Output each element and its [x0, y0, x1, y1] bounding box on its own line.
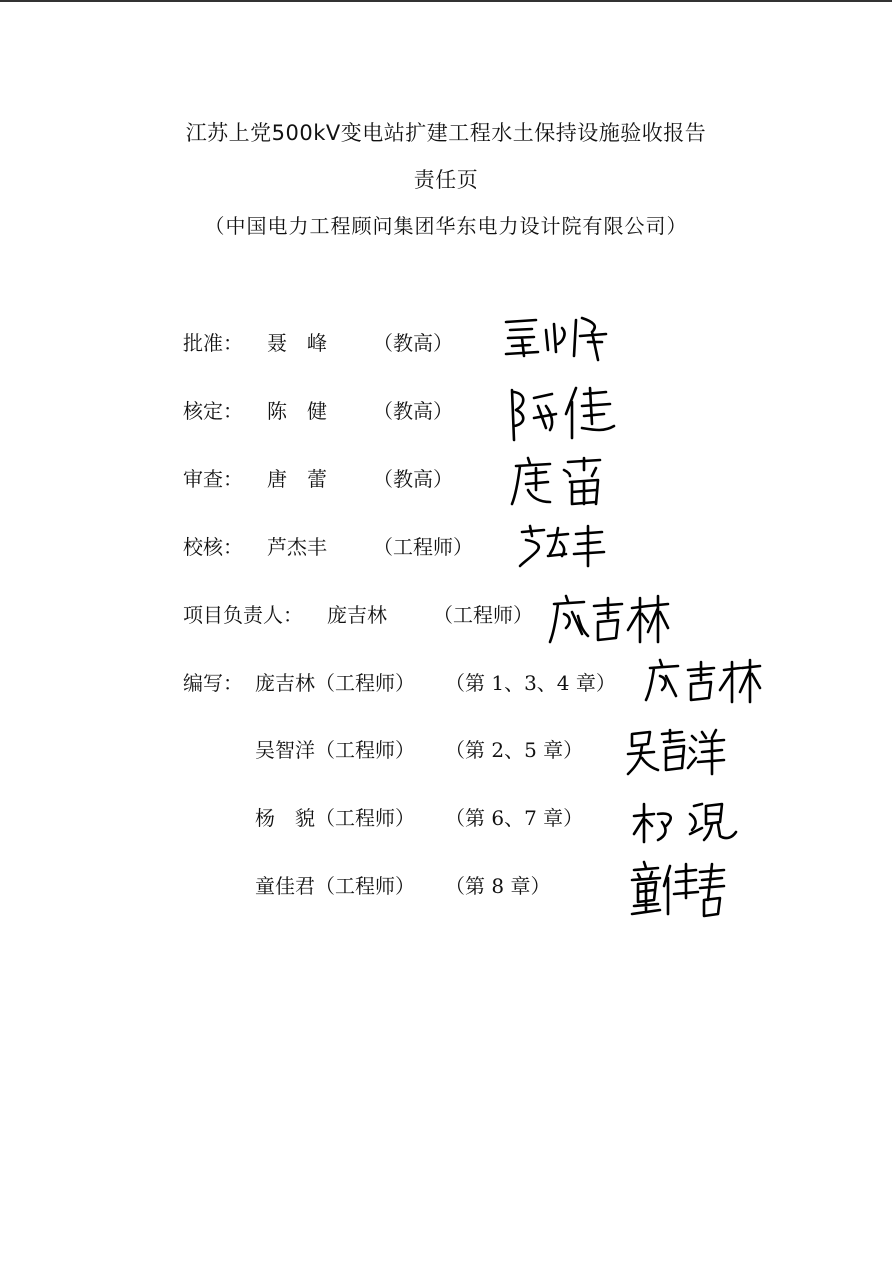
author-signature [644, 658, 762, 704]
author-name: 杨 貌 [255, 806, 315, 830]
author-title: （工程师） [315, 806, 415, 830]
author-title: （工程师） [315, 874, 415, 898]
lead-title: （工程师） [433, 603, 533, 627]
page-subtitle: 责任页 [413, 168, 479, 192]
review-name: 唐 蕾 [267, 467, 327, 491]
verify-label: 核定： [183, 399, 243, 423]
check-title: （工程师） [373, 535, 473, 559]
check-signature [518, 522, 604, 568]
approve-title: （教高） [373, 331, 453, 355]
author-signature [626, 728, 726, 776]
author-name: 童佳君 [255, 874, 315, 898]
authors-label: 编写： [183, 671, 243, 695]
review-label: 审查： [183, 467, 243, 491]
approve-label: 批准： [183, 331, 243, 355]
check-label: 校核： [183, 535, 243, 559]
author-title: （工程师） [315, 671, 415, 695]
lead-label: 项目负责人： [183, 603, 303, 627]
review-title: （教高） [373, 467, 453, 491]
review-signature [510, 456, 610, 508]
author-signature [630, 860, 726, 918]
author-signature [632, 800, 740, 844]
author-chapters: （第 1、3、4 章） [445, 671, 616, 695]
author-chapters: （第 8 章） [445, 874, 551, 898]
verify-name: 陈 健 [267, 399, 327, 423]
verify-title: （教高） [373, 399, 453, 423]
check-name: 芦杰丰 [267, 535, 327, 559]
author-chapters: （第 2、5 章） [445, 738, 584, 762]
lead-name: 庞吉林 [327, 603, 387, 627]
verify-signature [506, 384, 616, 444]
report-title: 江苏上党500kV变电站扩建工程水土保持设施验收报告 [185, 121, 707, 145]
page-top-border [0, 0, 892, 2]
organization-name: （中国电力工程顾问集团华东电力设计院有限公司） [204, 214, 688, 238]
approve-signature [502, 312, 612, 362]
author-chapters: （第 6、7 章） [445, 806, 584, 830]
approve-name: 聂 峰 [267, 331, 327, 355]
author-name: 庞吉林 [255, 671, 315, 695]
author-name: 吴智洋 [255, 738, 315, 762]
lead-signature [548, 594, 670, 646]
author-title: （工程师） [315, 738, 415, 762]
